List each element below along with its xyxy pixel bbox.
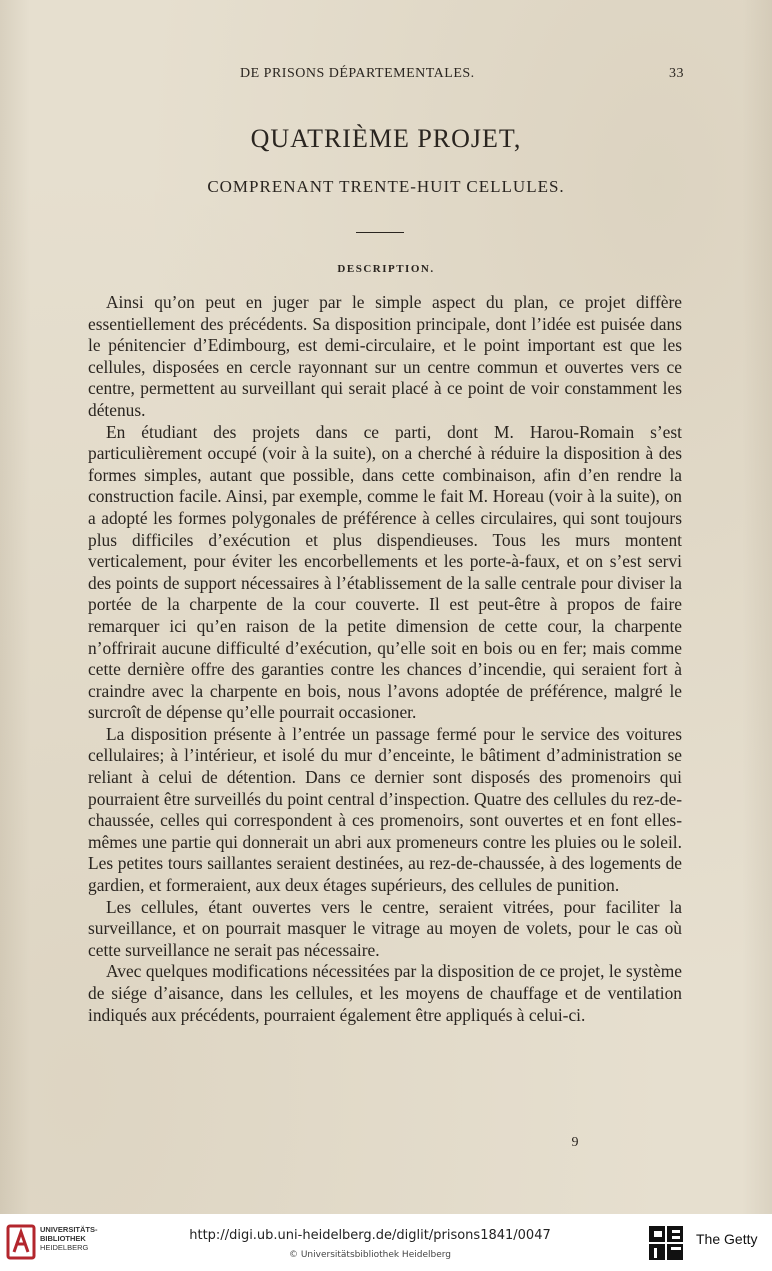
running-head-title: DE PRISONS DÉPARTEMENTALES. [240, 66, 475, 81]
section-heading: DESCRIPTION. [337, 263, 435, 275]
chapter-subtitle: COMPRENANT TRENTE-HUIT CELLULES. [207, 177, 565, 196]
getty-name: The Getty [696, 1231, 758, 1247]
body-text [88, 292, 682, 1026]
signature-folio: 9 [571, 1135, 579, 1150]
page-number: 33 [669, 66, 684, 81]
title-rule [356, 232, 404, 233]
viewer-footer [0, 1214, 772, 1271]
paragraph: En étudiant des projets dans ce parti, dont M. Harou-Romain s’est particulièrement occupé (voir à la suite), on a cherché à réduire la disposition à des formes simples, autant que possible, dans cette combinaison, afin d’en rendre la construction facile. Ainsi, par exemple, comme le fait M. Horeau (voir à la suite), on a adopté les formes polygonales de préférence à celles circulaires, qui sont toujours plus difficiles d’exécution et plus dispendieuses. Tous les murs montent verticalement, pour éviter les encorbellements et les porte-à-faux, et on s’est servi des points de support nécessaires à l’établissement de la salle centrale pour diviser la portée de la charpente de la cour couverte. Il est peut-être à propos de faire remarquer ici qu’en raison de la petite dimension de cette cour, la charpente n’offrirait aucune difficulté d’exécution, qu’elle soit en bois ou en fer; mais comme cette dernière offre des garanties contre les chances d’incendie, qui seraient fort à craindre avec la charpente en bois, nous l’avons adoptée de préférence, malgré le surcroît de dépense qu’elle pourrait occasioner. [88, 421, 682, 723]
paragraph: La disposition présente à l’entrée un passage fermé pour le service des voitures cellulaires; à l’intérieur, et isolé du mur d’enceinte, le bâtiment d’administration se reliant à celui de détention. Dans ce dernier sont disposés des promenoirs qui pourraient être surveillés du point central d’inspection. Quatre des cellules du rez-de-chaussée, celles qui correspondent à ces promenoirs, sont ouvertes et en font elles-mêmes une partie qui donnerait un abri aux promeneurs contre les pluies ou le soleil. Les petites tours saillantes seraient destinées, au rez-de-chaussée, à des logements de gardien, et formeraient, aux deux étages supérieurs, des cellules de punition. [88, 723, 682, 896]
library-name: UNIVERSITÄTS- BIBLIOTHEK HEIDELBERG [40, 1225, 98, 1252]
paragraph: Les cellules, étant ouvertes vers le centre, seraient vitrées, pour faciliter la surveillance, et on pourrait masquer le vitrage au moyen de volets, pour le cas où cette surveillance ne serait pas nécessaire. [88, 896, 682, 960]
getty-logo-icon [648, 1225, 684, 1261]
heidelberg-library-logo-icon [6, 1224, 36, 1260]
copyright-notice: © Universitätsbibliothek Heidelberg [288, 1250, 451, 1260]
chapter-title: QUATRIÈME PROJET, [250, 124, 522, 153]
paragraph: Ainsi qu’on peut en juger par le simple aspect du plan, ce projet diffère essentiellement des précédents. Sa disposition principale, dont l’idée est puisée dans le pénitencier d’Edimbourg, est demi-circulaire, et le point important est que les cellules, disposées en cercle rayonnant sur un centre commun et ouvertes vers ce centre, permettent au surveillant qui serait placé à ce point de voir constamment les détenus. [88, 292, 682, 420]
permalink-url[interactable]: http://digi.ub.uni-heidelberg.de/diglit/prisons1841/0047 [189, 1228, 551, 1243]
paragraph: Avec quelques modifications nécessitées par la disposition de ce projet, le système de siége d’aisance, dans les cellules, et les moyens de chauffage et de ventilation indiqués aux précédents, pourraient également être appliqués à celui-ci. [88, 961, 682, 1025]
